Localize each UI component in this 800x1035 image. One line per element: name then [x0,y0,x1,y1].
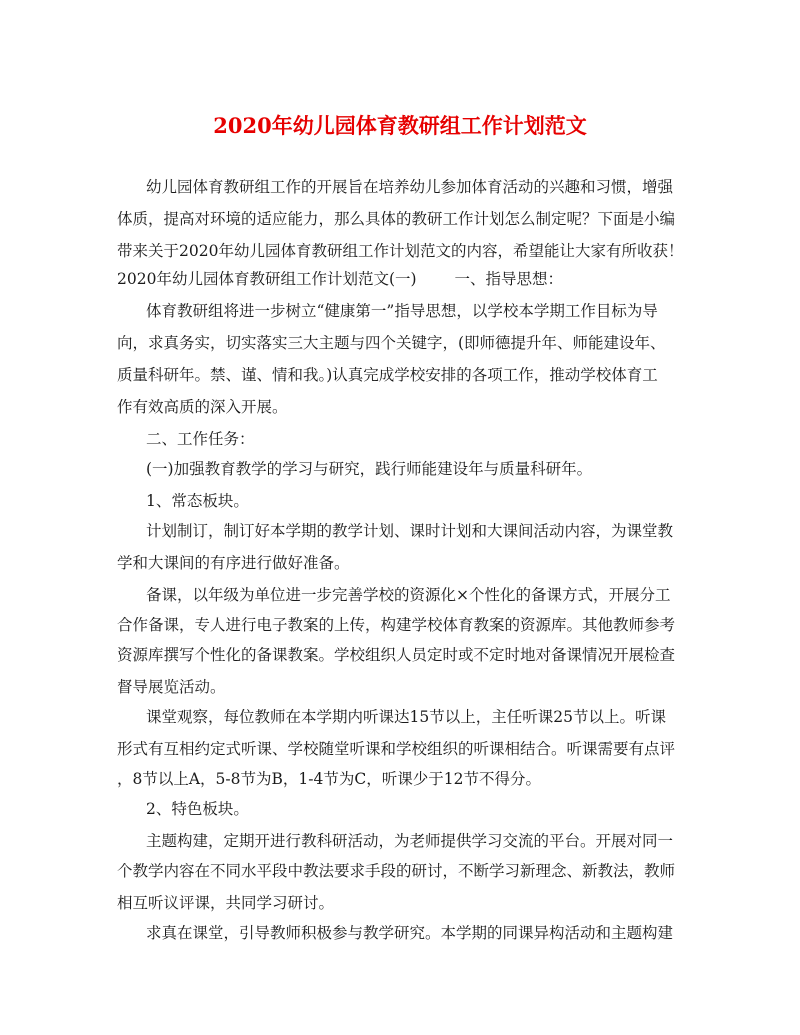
paragraph-line: 学和大课间的有序进行做好准备。 [117,554,350,572]
paragraph-line: 作有效高质的深入开展。 [117,398,288,416]
paragraph-line: 体质，提高对环境的适应能力，那么具体的教研工作计划怎么制定呢？下面是小编 [117,210,676,228]
paragraph-line: 主题构建，定期开进行教科研活动，为老师提供学习交流的平台。开展对同一 [146,832,674,850]
guiding-thought-heading: 一、指导思想： [454,270,564,288]
section-heading-inline: 2020年幼儿园体育教研组工作计划范文(一) [117,270,417,288]
paragraph-line: 备课，以年级为单位进一步完善学校的资源化×个性化的备课方式，开展分工 [146,586,671,604]
paragraph-line: 资源库撰写个性化的备课教案。学校组织人员定时或不定时地对备课情况开展检查 [117,646,676,664]
paragraph-line: 合作备课，专人进行电子教案的上传，构建学校体育教案的资源库。其他教师参考 [117,616,676,634]
paragraph-line [117,268,563,290]
paragraph-line: 幼儿园体育教研组工作的开展旨在培养幼儿参加体育活动的兴趣和习惯，增强 [146,178,674,196]
paragraph-line: 课堂观察，每位教师在本学期内听课达15节以上，主任听课25节以上。听课 [146,708,666,726]
paragraph-line: 相互听议评课，共同学习研讨。 [117,894,335,912]
paragraph-line: 向，求真务实，切实落实三大主题与四个关键字，(即师德提升年、师能建设年、 [117,334,666,352]
paragraph-line: 带来关于2020年幼儿园体育教研组工作计划范文的内容，希望能让大家有所收获！ [117,242,684,260]
document-title: 2020年幼儿园体育教研组工作计划范文 [213,113,587,138]
paragraph-line: ，8节以上A，5-8节为B，1-4节为C，听课少于12节不得分。 [117,770,541,788]
paragraph-line: 求真在课堂，引导教师积极参与教学研究。本学期的同课异构活动和主题构建 [146,924,674,942]
paragraph-line: 形式有互相约定式听课、学校随堂听课和学校组织的听课相结合。听课需要有点评 [117,740,676,758]
paragraph-line: 体育教研组将进一步树立“健康第一”指导思想，以学校本学期工作目标为导 [146,302,658,320]
section-heading: 二、工作任务： [146,430,255,448]
subsection-heading: (一)加强教育教学的学习与研究，践行师能建设年与质量科研年。 [146,460,593,478]
paragraph-line: 个教学内容在不同水平段中教法要求手段的研讨，不断学习新理念、新教法，教师 [117,862,676,880]
paragraph-line: 督导展览活动。 [117,678,226,696]
subsection-heading: 1、常态板块。 [146,492,249,510]
paragraph-line: 计划制订，制订好本学期的教学计划、课时计划和大课间活动内容，为课堂教 [146,522,674,540]
subsection-heading: 2、特色板块。 [146,800,249,818]
paragraph-line: 质量科研年。禁、谨、情和我。)认真完成学校安排的各项工作，推动学校体育工 [117,366,658,384]
